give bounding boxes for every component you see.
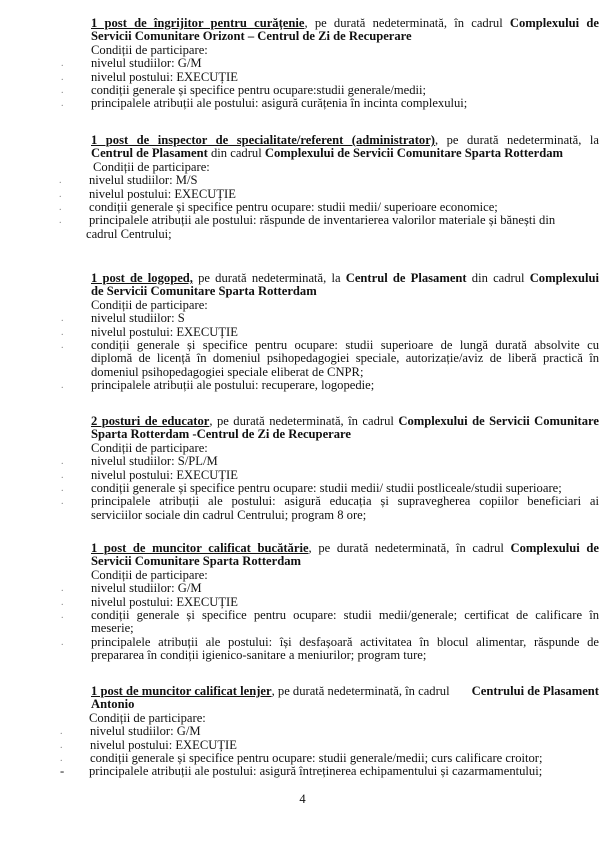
list-item: . nivelul studiilor: S/PL/M (61, 454, 218, 469)
list-item: . nivelul postului: EXECUȚIE (59, 186, 236, 201)
job-section-linen-worker (60, 684, 599, 779)
organization-name: de Servicii Comunitare Sparta Rotterdam (91, 284, 317, 299)
list-item: . condiții generale și specifice pentru ocupare: studii superioare de lungă durată absolvite cu (61, 338, 599, 353)
job-section-kitchen-worker (61, 541, 599, 663)
section-heading: 1 post de inspector de specialitate/referent (administrator), pe durată nedeterminată, la (91, 133, 599, 147)
page-number: 4 (299, 792, 306, 806)
list-item: . nivelul studiilor: S (61, 311, 185, 326)
organization-name: Servicii Comunitare Orizont – Centrul de Zi de Recuperare (91, 29, 412, 44)
list-item-continuation: diplomă de licență în domeniul psihopedagogiei speciale, autorizație/aviz de liberă practică în (91, 351, 599, 366)
job-section-inspector (59, 133, 599, 241)
list-item: . nivelul studiilor: G/M (60, 724, 201, 739)
list-item-continuation: cadrul Centrului; (86, 226, 172, 241)
section-heading: 1 post de logoped, pe durată nedeterminată, la Centrul de Plasament din cadrul Complexului (91, 271, 599, 285)
job-title: 1 post de îngrijitor pentru curățenie (91, 16, 305, 30)
list-item: . nivelul studiilor: M/S (59, 173, 198, 188)
organization-name: Sparta Rotterdam -Centrul de Zi de Recuperare (91, 427, 351, 442)
list-item: . condiții generale și specifice pentru ocupare: studii medii/ studii postliceale/studii superioare; (61, 481, 562, 496)
conditions-label: Condiții de participare: (91, 42, 208, 57)
conditions-label: Condiții de participare: (93, 159, 210, 174)
list-item: . condiții generale și specifice pentru ocupare: studii medii/ superioare economice; (59, 200, 498, 215)
conditions-label: Condiții de participare: (91, 567, 208, 582)
list-item: . nivelul postului: EXECUȚIE (61, 594, 238, 609)
list-item: . nivelul postului: EXECUȚIE (60, 737, 237, 752)
list-item: . nivelul postului: EXECUȚIE (61, 69, 238, 84)
list-item-continuation: serviciilor sociale din cadrul Centrului; program 8 ore; (91, 507, 367, 522)
list-item: . principalele atribuții ale postului: răspunde de inventarierea valorilor materiale și bănești din (59, 213, 556, 228)
job-section-speech-therapist (61, 271, 599, 393)
conditions-label: Condiții de participare: (89, 710, 206, 725)
list-item: . nivelul postului: EXECUȚIE (61, 467, 238, 482)
list-item: . condiții generale și specifice pentru ocupare: studii generale/medii; curs calificare croitor; (60, 751, 543, 766)
section-heading: 1 post de muncitor calificat lenjer, pe durată nedeterminată, în cadrul Centrului de Plasament (91, 684, 599, 698)
conditions-label: Condiții de participare: (91, 440, 208, 455)
organization-name: Servicii Comunitare Sparta Rotterdam (91, 554, 301, 569)
job-title: 1 post de muncitor calificat bucătărie (91, 541, 309, 555)
job-section-educator (61, 414, 599, 522)
list-item: . principalele atribuții ale postului: asigură educația și supravegherea copiilor beneficiari ai (61, 494, 599, 509)
job-title: 2 posturi de educator (91, 414, 210, 428)
job-title: 1 post de inspector de specialitate/referent (administrator) (91, 133, 435, 147)
list-item: . nivelul postului: EXECUȚIE (61, 324, 238, 339)
section-heading: 1 post de muncitor calificat bucătărie, pe durată nedeterminată, în cadrul Complexului de (91, 541, 599, 555)
list-item: - principalele atribuții ale postului: asigură întreținerea echipamentului și cazarmamentului; (60, 764, 543, 779)
section-heading: 2 posturi de educator, pe durată nedeterminată, în cadrul Complexului de Servicii Comunitare (91, 414, 599, 428)
list-item: . principalele atribuții ale postului: recuperare, logopedie; (61, 378, 375, 393)
list-item: . nivelul studiilor: G/M (61, 56, 202, 71)
job-title: 1 post de logoped, (91, 271, 193, 285)
section-heading: 1 post de îngrijitor pentru curățenie, pe durată nedeterminată, în cadrul Complexului de (91, 16, 599, 30)
organization-name: Antonio (91, 697, 135, 712)
list-item-continuation: prepararea în condiții igienico-sanitare a meniurilor; program ture; (91, 648, 427, 663)
list-item: . nivelul studiilor: G/M (61, 581, 202, 596)
list-item: . condiții generale și specifice pentru ocupare: studii medii/generale; certificat de calificare în (61, 608, 599, 623)
list-item: . principalele atribuții ale postului: își desfașoară activitatea în blocul alimentar, răspunde de (61, 634, 599, 649)
organization-name: Centrul de Plasament din cadrul Complexului de Servicii Comunitare Sparta Rotterdam (91, 146, 564, 161)
list-item-continuation: domeniul psihopedagogiei speciale eliberat de CNPR; (91, 364, 364, 379)
list-item: . principalele atribuții ale postului: asigură curățenia în incinta complexului; (61, 96, 468, 111)
job-section-cleaner (61, 16, 599, 111)
job-title: 1 post de muncitor calificat lenjer (91, 684, 272, 698)
list-item: . condiții generale și specifice pentru ocupare:studii generale/medii; (61, 83, 427, 98)
conditions-label: Condiții de participare: (91, 297, 208, 312)
list-item-continuation: meserie; (91, 621, 134, 636)
